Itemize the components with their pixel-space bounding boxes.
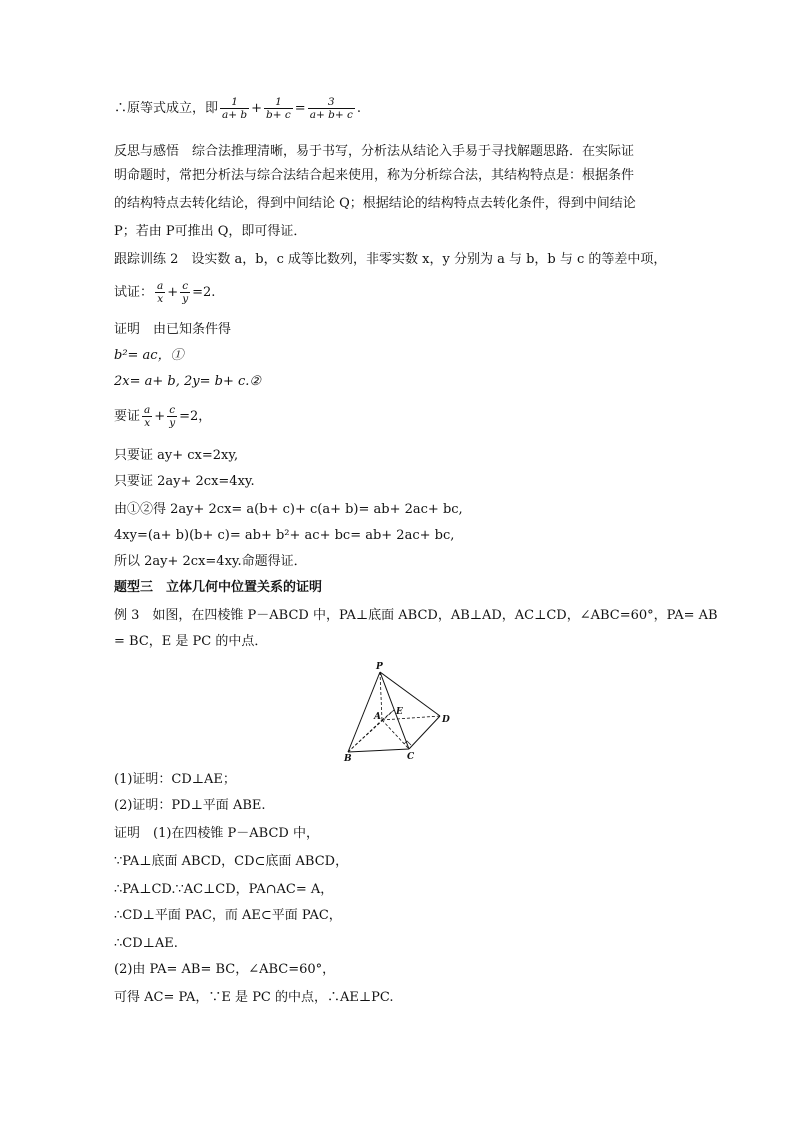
proof-line: 只要证 ay+ cx=2xy, — [114, 448, 239, 463]
question-1: (1)证明：CD⊥AE； — [114, 772, 236, 787]
pyramid-figure — [336, 660, 460, 766]
operator: + — [251, 101, 263, 116]
proof-line: ∵PA⊥底面 ABCD，CD⊂底面 ABCD， — [114, 854, 349, 869]
numerator: 1 — [264, 96, 293, 109]
fraction — [220, 96, 249, 121]
numerator: a — [144, 404, 151, 416]
question-2: (2)证明：PD⊥平面 ABE. — [114, 798, 266, 813]
fraction — [142, 404, 152, 429]
text: 要证 — [114, 409, 141, 424]
proof-line: 可得 AC= PA，∵E 是 PC 的中点，∴AE⊥PC. — [114, 990, 394, 1005]
operator: + — [167, 285, 179, 300]
numerator: 1 — [220, 96, 249, 109]
proof-line: 所以 2ay+ 2cx=4xy.命题得证． — [114, 554, 307, 569]
fraction — [167, 404, 177, 429]
proof-line: ∴CD⊥平面 PAC，而 AE⊂平面 PAC， — [114, 908, 342, 923]
exercise-title: 跟踪训练 2 设实数 a，b，c 成等比数列，非零实数 x，y 分别为 a 与 b，b 与 c 的等差中项， — [114, 252, 667, 267]
text: . — [356, 101, 361, 116]
fraction — [155, 280, 165, 305]
proof-line: ∴PA⊥CD.∵AC⊥CD，PA∩AC= A， — [114, 882, 334, 897]
proof-start: 证明 由已知条件得 — [114, 322, 232, 337]
equation-1: b²= ac，① — [114, 348, 184, 363]
reflection-line-4: P；若由 P可推出 Q，即可得证． — [114, 224, 307, 239]
fraction — [308, 96, 355, 121]
prove-statement — [114, 280, 215, 305]
equation-2: 2x= a+ b, 2y= b+ c.② — [114, 374, 262, 389]
fraction — [264, 96, 293, 121]
proof-line: 只要证 2ay+ 2cx=4xy. — [114, 474, 255, 489]
fraction — [180, 280, 190, 305]
denominator: y — [169, 417, 176, 429]
proof-line: (2)由 PA= AB= BC，∠ABC=60°， — [114, 962, 336, 977]
denominator: b+ c — [266, 109, 291, 121]
reflection-line-2: 明命题时，常把分析法与综合法结合起来使用，称为分析综合法，其结构特点是：根据条件 — [114, 168, 635, 183]
reflection-line-1: 反思与感悟 综合法推理清晰，易于书写，分析法从结论入手易于寻找解题思路．在实际证 — [114, 144, 635, 159]
example-statement-1: 例 3 如图，在四棱锥 P－ABCD 中，PA⊥底面 ABCD，AB⊥AD，AC⊥CD，∠ABC=60°，PA= AB — [114, 608, 718, 623]
vertex-label-b: B — [344, 754, 352, 764]
vertex-label-c: C — [407, 752, 415, 762]
vertex-label-a: A — [374, 712, 381, 722]
proof-line: ∴CD⊥AE. — [114, 936, 178, 951]
operator: + — [154, 409, 166, 424]
text: =2， — [179, 409, 212, 424]
operator: = — [294, 101, 306, 116]
numerator: a — [157, 280, 164, 292]
proof-line: 由①②得 2ay+ 2cx= a(b+ c)+ c(a+ b)= ab+ 2ac+ bc, — [114, 502, 463, 517]
reflection-line-3: 的结构特点去转化结论，得到中间结论 Q；根据结论的结构特点去转化条件，得到中间结论 — [114, 196, 636, 211]
vertex-label-d: D — [442, 715, 450, 725]
denominator: x — [144, 417, 151, 429]
denominator: a+ b+ c — [309, 109, 353, 121]
denominator: a+ b — [222, 109, 248, 121]
text: =2. — [192, 285, 216, 300]
example-statement-2: = BC，E 是 PC 的中点． — [114, 634, 268, 649]
text: ∴原等式成立，即 — [114, 101, 219, 116]
conclusion-line — [114, 96, 361, 121]
text: 试证： — [114, 285, 154, 300]
vertex-label-p: P — [376, 662, 383, 672]
proof-line: 证明 (1)在四棱锥 P－ABCD 中， — [114, 826, 319, 841]
denominator: y — [182, 293, 189, 305]
vertex-label-e: E — [396, 707, 403, 717]
numerator: 3 — [308, 96, 355, 109]
numerator: c — [180, 280, 190, 293]
proof-line: 4xy=(a+ b)(b+ c)= ab+ b²+ ac+ bc= ab+ 2ac+ bc, — [114, 528, 455, 543]
numerator: c — [167, 404, 177, 417]
section-title: 题型三 立体几何中位置关系的证明 — [114, 580, 323, 595]
denominator: x — [157, 293, 164, 305]
to-prove-line — [114, 404, 211, 429]
